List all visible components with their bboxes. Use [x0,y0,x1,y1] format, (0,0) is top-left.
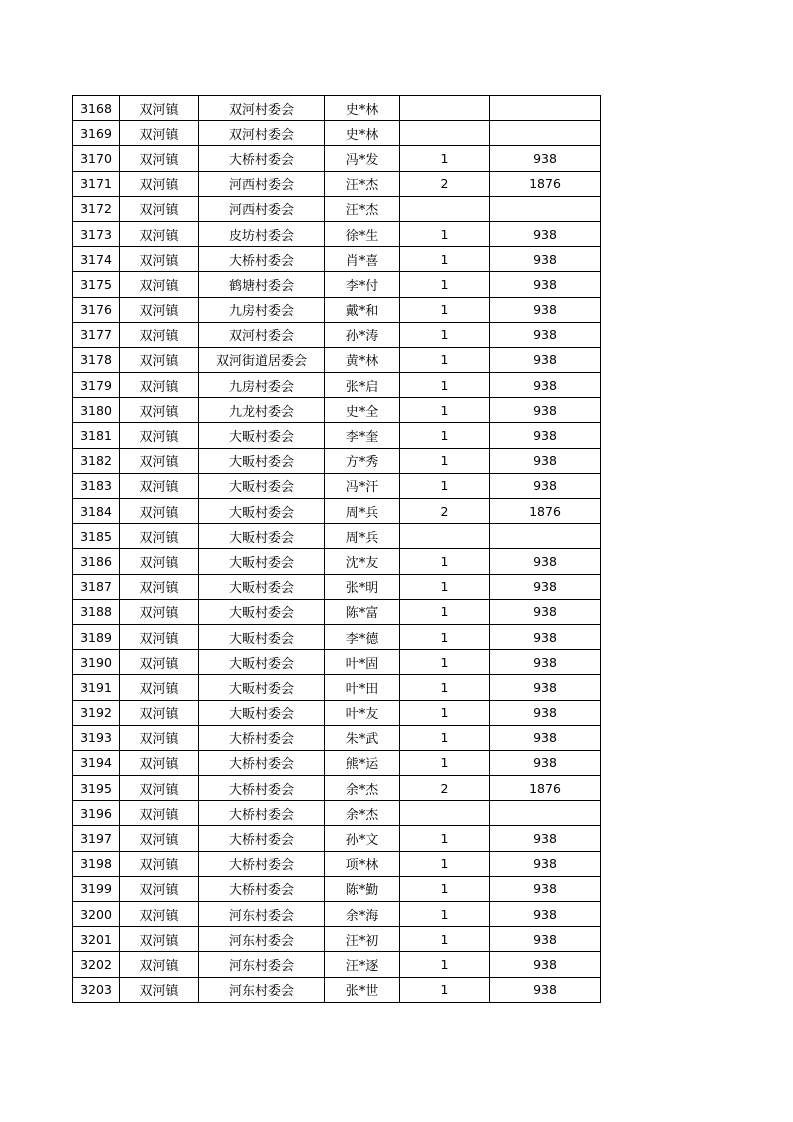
person-name-cell: 史*林 [325,96,400,121]
count-cell: 1 [400,297,490,322]
table-row [73,121,601,146]
row-id-cell: 3169 [73,121,120,146]
person-name-cell: 黄*林 [325,347,400,372]
town-cell: 双河镇 [120,952,199,977]
person-name-cell: 余*杰 [325,776,400,801]
row-id-cell: 3171 [73,171,120,196]
amount-cell: 938 [490,750,601,775]
town-cell: 双河镇 [120,801,199,826]
person-name-cell: 沈*友 [325,549,400,574]
table-row [73,750,601,775]
amount-cell: 938 [490,902,601,927]
amount-cell: 938 [490,146,601,171]
table-row [73,826,601,851]
person-name-cell: 冯*发 [325,146,400,171]
row-id-cell: 3189 [73,624,120,649]
person-name-cell: 汪*杰 [325,171,400,196]
amount-cell: 938 [490,448,601,473]
amount-cell: 938 [490,650,601,675]
table-body [73,96,601,1003]
person-name-cell: 冯*汗 [325,473,400,498]
count-cell: 1 [400,902,490,927]
table-row [73,977,601,1002]
committee-cell: 双河村委会 [199,96,325,121]
town-cell: 双河镇 [120,297,199,322]
amount-cell: 938 [490,373,601,398]
row-id-cell: 3197 [73,826,120,851]
row-id-cell: 3199 [73,876,120,901]
count-cell: 1 [400,851,490,876]
count-cell: 1 [400,650,490,675]
row-id-cell: 3174 [73,247,120,272]
town-cell: 双河镇 [120,272,199,297]
table-row [73,347,601,372]
town-cell: 双河镇 [120,624,199,649]
table-row [73,96,601,121]
count-cell: 1 [400,549,490,574]
town-cell: 双河镇 [120,247,199,272]
count-cell: 1 [400,977,490,1002]
table-row [73,549,601,574]
table-row [73,524,601,549]
person-name-cell: 张*明 [325,574,400,599]
table-row [73,322,601,347]
town-cell: 双河镇 [120,121,199,146]
table-row [73,196,601,221]
committee-cell: 河西村委会 [199,171,325,196]
amount-cell: 1876 [490,171,601,196]
committee-cell: 大畈村委会 [199,675,325,700]
person-name-cell: 熊*运 [325,750,400,775]
count-cell: 1 [400,322,490,347]
person-name-cell: 孙*文 [325,826,400,851]
committee-cell: 大桥村委会 [199,801,325,826]
amount-cell: 938 [490,473,601,498]
amount-cell: 938 [490,221,601,246]
committee-cell: 九房村委会 [199,297,325,322]
row-id-cell: 3190 [73,650,120,675]
count-cell: 1 [400,423,490,448]
table-row [73,675,601,700]
count-cell: 1 [400,700,490,725]
table-row [73,927,601,952]
table-row [73,624,601,649]
count-cell: 1 [400,675,490,700]
committee-cell: 大桥村委会 [199,725,325,750]
town-cell: 双河镇 [120,398,199,423]
table-row [73,599,601,624]
committee-cell: 大畈村委会 [199,524,325,549]
person-name-cell: 史*林 [325,121,400,146]
amount-cell: 938 [490,599,601,624]
count-cell: 2 [400,171,490,196]
row-id-cell: 3172 [73,196,120,221]
committee-cell: 大桥村委会 [199,146,325,171]
town-cell: 双河镇 [120,725,199,750]
amount-cell [490,524,601,549]
row-id-cell: 3173 [73,221,120,246]
town-cell: 双河镇 [120,675,199,700]
row-id-cell: 3185 [73,524,120,549]
amount-cell: 938 [490,272,601,297]
committee-cell: 双河村委会 [199,121,325,146]
committee-cell: 大桥村委会 [199,851,325,876]
committee-cell: 双河街道居委会 [199,347,325,372]
town-cell: 双河镇 [120,499,199,524]
town-cell: 双河镇 [120,776,199,801]
table-row [73,171,601,196]
amount-cell: 938 [490,826,601,851]
committee-cell: 大畈村委会 [199,650,325,675]
person-name-cell: 叶*田 [325,675,400,700]
row-id-cell: 3184 [73,499,120,524]
count-cell: 1 [400,826,490,851]
town-cell: 双河镇 [120,473,199,498]
row-id-cell: 3191 [73,675,120,700]
town-cell: 双河镇 [120,524,199,549]
count-cell: 1 [400,398,490,423]
row-id-cell: 3195 [73,776,120,801]
count-cell: 1 [400,146,490,171]
count-cell [400,96,490,121]
count-cell [400,196,490,221]
committee-cell: 大桥村委会 [199,776,325,801]
town-cell: 双河镇 [120,373,199,398]
committee-cell: 双河村委会 [199,322,325,347]
amount-cell: 938 [490,574,601,599]
amount-cell: 938 [490,977,601,1002]
row-id-cell: 3176 [73,297,120,322]
row-id-cell: 3183 [73,473,120,498]
count-cell [400,801,490,826]
count-cell: 1 [400,247,490,272]
table-row [73,272,601,297]
table-row [73,398,601,423]
table-row [73,247,601,272]
row-id-cell: 3180 [73,398,120,423]
committee-cell: 河西村委会 [199,196,325,221]
committee-cell: 大桥村委会 [199,247,325,272]
count-cell: 1 [400,876,490,901]
amount-cell [490,96,601,121]
person-name-cell: 李*德 [325,624,400,649]
amount-cell: 938 [490,398,601,423]
committee-cell: 大畈村委会 [199,549,325,574]
amount-cell: 938 [490,927,601,952]
town-cell: 双河镇 [120,599,199,624]
data-table [72,95,601,1003]
count-cell: 1 [400,927,490,952]
row-id-cell: 3201 [73,927,120,952]
count-cell: 1 [400,347,490,372]
row-id-cell: 3178 [73,347,120,372]
town-cell: 双河镇 [120,851,199,876]
row-id-cell: 3175 [73,272,120,297]
table-row [73,851,601,876]
table-row [73,801,601,826]
committee-cell: 大桥村委会 [199,876,325,901]
committee-cell: 大畈村委会 [199,700,325,725]
amount-cell: 938 [490,876,601,901]
person-name-cell: 汪*初 [325,927,400,952]
amount-cell [490,121,601,146]
count-cell: 1 [400,952,490,977]
town-cell: 双河镇 [120,146,199,171]
amount-cell: 938 [490,725,601,750]
person-name-cell: 孙*涛 [325,322,400,347]
row-id-cell: 3182 [73,448,120,473]
town-cell: 双河镇 [120,221,199,246]
row-id-cell: 3192 [73,700,120,725]
committee-cell: 大畈村委会 [199,599,325,624]
person-name-cell: 肖*喜 [325,247,400,272]
town-cell: 双河镇 [120,927,199,952]
town-cell: 双河镇 [120,448,199,473]
table-row [73,221,601,246]
row-id-cell: 3188 [73,599,120,624]
row-id-cell: 3196 [73,801,120,826]
committee-cell: 河东村委会 [199,977,325,1002]
row-id-cell: 3179 [73,373,120,398]
committee-cell: 鹤塘村委会 [199,272,325,297]
row-id-cell: 3186 [73,549,120,574]
row-id-cell: 3168 [73,96,120,121]
amount-cell: 938 [490,675,601,700]
table-row [73,146,601,171]
committee-cell: 大畈村委会 [199,473,325,498]
person-name-cell: 李*奎 [325,423,400,448]
person-name-cell: 周*兵 [325,499,400,524]
count-cell: 1 [400,221,490,246]
amount-cell: 938 [490,347,601,372]
count-cell: 1 [400,473,490,498]
count-cell: 1 [400,725,490,750]
table-row [73,423,601,448]
committee-cell: 大桥村委会 [199,750,325,775]
committee-cell: 大畈村委会 [199,448,325,473]
town-cell: 双河镇 [120,171,199,196]
count-cell: 2 [400,499,490,524]
table-row [73,725,601,750]
committee-cell: 九房村委会 [199,373,325,398]
committee-cell: 大畈村委会 [199,499,325,524]
committee-cell: 大畈村委会 [199,423,325,448]
table-row [73,952,601,977]
table-row [73,902,601,927]
count-cell [400,524,490,549]
town-cell: 双河镇 [120,750,199,775]
row-id-cell: 3203 [73,977,120,1002]
amount-cell: 938 [490,851,601,876]
town-cell: 双河镇 [120,826,199,851]
amount-cell: 938 [490,423,601,448]
table-row [73,574,601,599]
row-id-cell: 3181 [73,423,120,448]
committee-cell: 皮坊村委会 [199,221,325,246]
person-name-cell: 陈*富 [325,599,400,624]
person-name-cell: 戴*和 [325,297,400,322]
town-cell: 双河镇 [120,902,199,927]
amount-cell: 1876 [490,499,601,524]
person-name-cell: 张*启 [325,373,400,398]
count-cell: 1 [400,373,490,398]
person-name-cell: 张*世 [325,977,400,1002]
town-cell: 双河镇 [120,650,199,675]
count-cell: 1 [400,599,490,624]
committee-cell: 大畈村委会 [199,574,325,599]
person-name-cell: 叶*固 [325,650,400,675]
amount-cell: 1876 [490,776,601,801]
committee-cell: 河东村委会 [199,952,325,977]
person-name-cell: 汪*逐 [325,952,400,977]
person-name-cell: 徐*生 [325,221,400,246]
person-name-cell: 项*林 [325,851,400,876]
table-row [73,700,601,725]
table-row [73,448,601,473]
town-cell: 双河镇 [120,196,199,221]
person-name-cell: 方*秀 [325,448,400,473]
table-row [73,473,601,498]
town-cell: 双河镇 [120,423,199,448]
row-id-cell: 3194 [73,750,120,775]
committee-cell: 大畈村委会 [199,624,325,649]
town-cell: 双河镇 [120,322,199,347]
person-name-cell: 汪*杰 [325,196,400,221]
table-row [73,373,601,398]
person-name-cell: 李*付 [325,272,400,297]
table-row [73,776,601,801]
amount-cell: 938 [490,624,601,649]
table-row [73,650,601,675]
person-name-cell: 余*海 [325,902,400,927]
person-name-cell: 周*兵 [325,524,400,549]
amount-cell: 938 [490,549,601,574]
amount-cell [490,801,601,826]
row-id-cell: 3202 [73,952,120,977]
count-cell: 1 [400,624,490,649]
town-cell: 双河镇 [120,549,199,574]
town-cell: 双河镇 [120,347,199,372]
row-id-cell: 3198 [73,851,120,876]
count-cell: 1 [400,574,490,599]
row-id-cell: 3200 [73,902,120,927]
row-id-cell: 3170 [73,146,120,171]
town-cell: 双河镇 [120,96,199,121]
count-cell: 2 [400,776,490,801]
amount-cell: 938 [490,700,601,725]
town-cell: 双河镇 [120,876,199,901]
row-id-cell: 3187 [73,574,120,599]
count-cell [400,121,490,146]
count-cell: 1 [400,272,490,297]
count-cell: 1 [400,750,490,775]
person-name-cell: 陈*勤 [325,876,400,901]
person-name-cell: 史*全 [325,398,400,423]
row-id-cell: 3193 [73,725,120,750]
amount-cell: 938 [490,247,601,272]
row-id-cell: 3177 [73,322,120,347]
person-name-cell: 余*杰 [325,801,400,826]
town-cell: 双河镇 [120,574,199,599]
town-cell: 双河镇 [120,700,199,725]
table-row [73,876,601,901]
committee-cell: 九龙村委会 [199,398,325,423]
amount-cell: 938 [490,322,601,347]
person-name-cell: 朱*武 [325,725,400,750]
amount-cell: 938 [490,297,601,322]
count-cell: 1 [400,448,490,473]
table-row [73,499,601,524]
committee-cell: 河东村委会 [199,902,325,927]
table-row [73,297,601,322]
person-name-cell: 叶*友 [325,700,400,725]
amount-cell [490,196,601,221]
committee-cell: 大桥村委会 [199,826,325,851]
committee-cell: 河东村委会 [199,927,325,952]
town-cell: 双河镇 [120,977,199,1002]
amount-cell: 938 [490,952,601,977]
